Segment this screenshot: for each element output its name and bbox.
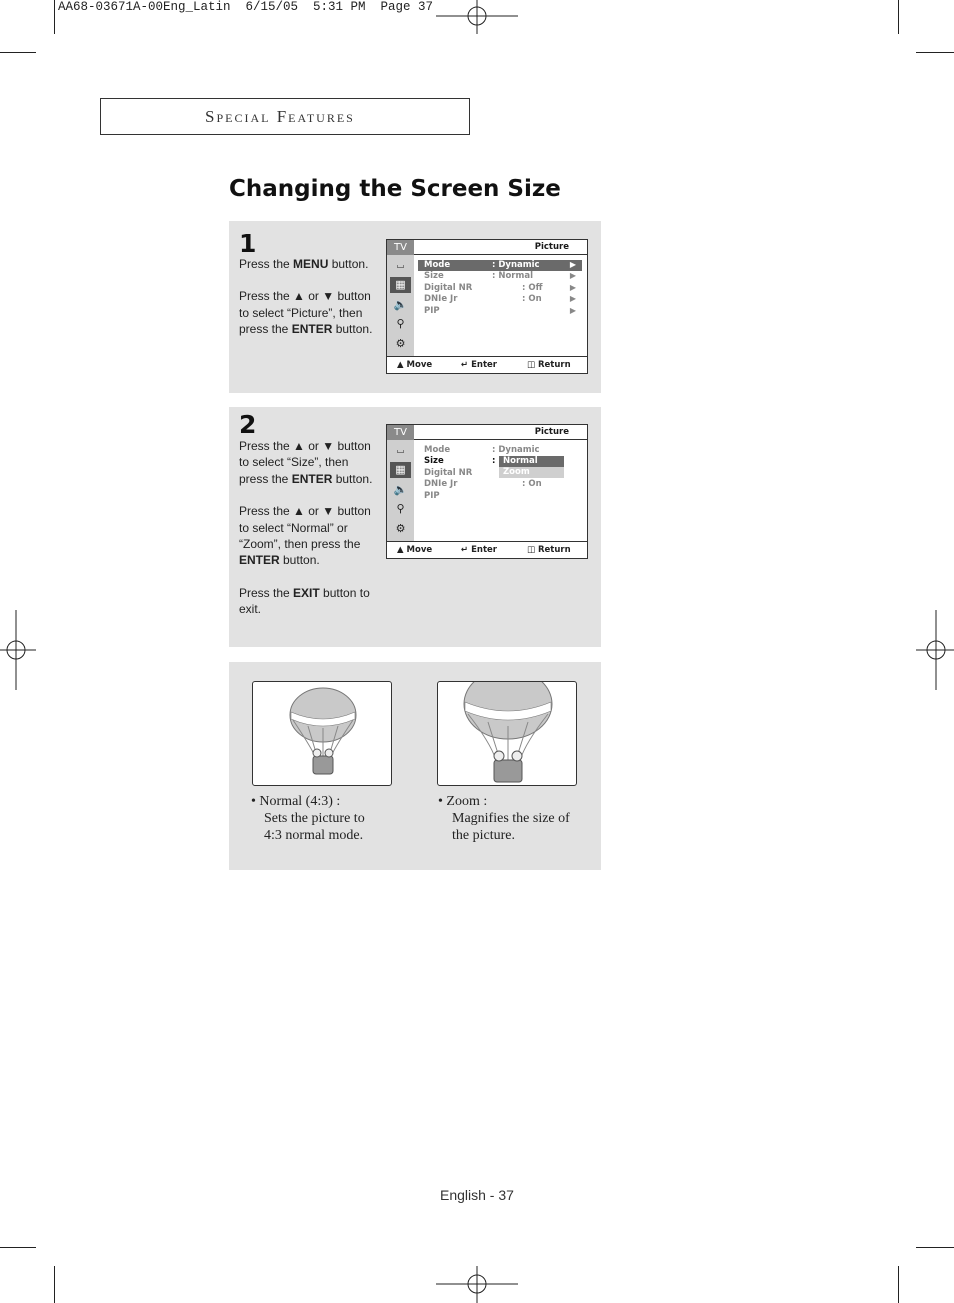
- osd-row-digital-nr[interactable]: Digital NR : Off ▶: [424, 283, 576, 293]
- crop-mark: [0, 52, 36, 53]
- step1-panel: [229, 221, 601, 393]
- osd-row-dnie[interactable]: DNIe Jr : On: [424, 479, 542, 489]
- tv-label: TV: [387, 425, 414, 440]
- updown-icon: ▲︎: [397, 360, 404, 370]
- return-icon: ◫: [527, 545, 536, 555]
- osd-title: Picture: [534, 427, 569, 437]
- crop-mark: [916, 52, 954, 53]
- osd-row-pip[interactable]: PIP ▶: [424, 306, 576, 316]
- osd-row-size[interactable]: Size :: [424, 456, 496, 466]
- chevron-right-icon: ▶: [569, 271, 576, 280]
- tv-label: TV: [387, 240, 414, 255]
- input-icon[interactable]: ⏘: [396, 259, 405, 272]
- move-hint: ▲︎ Move: [397, 545, 433, 555]
- crop-mark: [916, 1247, 954, 1248]
- osd-title: Picture: [534, 242, 569, 252]
- registration-mark-left: [0, 610, 36, 690]
- chevron-right-icon: ▶: [569, 283, 576, 292]
- normal-caption: • Normal (4:3) : Sets the picture to 4:3 normal mode.: [251, 794, 365, 843]
- osd-row-pip[interactable]: PIP: [424, 491, 440, 501]
- step2-panel: [229, 407, 601, 647]
- step2-instructions: Press the ▲ or ▼ button to select “Size”, then press the ENTER button. Press the ▲ or ▼ button to select “Normal” or “Zoom”, then press the ENTER button. Press the EXIT button to exit.: [239, 439, 373, 617]
- balloon-zoom-illustration: [438, 682, 576, 785]
- crop-mark: [898, 0, 899, 34]
- picture-icon[interactable]: ▦: [390, 277, 411, 293]
- size-option-zoom[interactable]: Zoom: [499, 467, 564, 478]
- channel-icon[interactable]: ⚲: [396, 502, 405, 515]
- input-icon[interactable]: ⏘: [396, 444, 405, 457]
- sound-icon[interactable]: 🔈: [393, 483, 408, 496]
- sound-icon[interactable]: 🔈: [393, 298, 408, 311]
- registration-mark-right: [916, 610, 954, 690]
- chevron-right-icon: ▶: [569, 294, 576, 303]
- registration-mark-bottom: [436, 1266, 518, 1303]
- section-header: [100, 98, 470, 135]
- return-hint: ◫ Return: [527, 360, 571, 370]
- move-hint: ▲︎ Move: [397, 360, 433, 370]
- registration-mark-top: [436, 0, 518, 34]
- section-header-text: Special Features: [205, 107, 355, 126]
- osd-row-digital-nr[interactable]: Digital NR: [424, 468, 473, 478]
- print-slug: AA68-03671A-00Eng_Latin 6/15/05 5:31 PM Page 37: [58, 0, 434, 14]
- osd-footer: [387, 356, 587, 373]
- osd-footer: [387, 541, 587, 558]
- channel-icon[interactable]: ⚲: [396, 317, 405, 330]
- crop-mark: [54, 1266, 55, 1303]
- enter-hint: ↵ Enter: [461, 360, 497, 370]
- osd-row-dnie[interactable]: DNIe Jr : On ▶: [424, 294, 576, 304]
- zoom-picture-frame: [437, 681, 577, 786]
- enter-icon: ↵: [461, 545, 469, 555]
- return-hint: ◫ Return: [527, 545, 571, 555]
- enter-hint: ↵ Enter: [461, 545, 497, 555]
- chevron-right-icon: ▶: [569, 306, 576, 315]
- enter-icon: ↵: [461, 360, 469, 370]
- crop-mark: [898, 1266, 899, 1303]
- crop-mark: [0, 1247, 36, 1248]
- setup-icon[interactable]: ⚙: [395, 337, 406, 350]
- osd-menu-step2: [386, 424, 588, 559]
- zoom-caption: • Zoom : Magnifies the size of the picture.: [438, 794, 570, 843]
- step1-instructions: Press the MENU button. Press the ▲ or ▼ button to select “Picture”, then press the ENTER button.: [239, 257, 373, 337]
- step1-number: 1: [239, 229, 257, 258]
- examples-panel: [229, 662, 601, 870]
- picture-icon[interactable]: ▦: [390, 462, 411, 478]
- chevron-right-icon: ▶: [569, 260, 576, 269]
- size-option-normal[interactable]: Normal: [499, 456, 564, 467]
- osd-row-mode[interactable]: Mode : Dynamic: [424, 445, 540, 455]
- osd-row-mode[interactable]: Mode : Dynamic ▶: [418, 260, 582, 271]
- page-title: Changing the Screen Size: [229, 176, 561, 202]
- balloon-normal-illustration: [253, 682, 391, 785]
- setup-icon[interactable]: ⚙: [395, 522, 406, 535]
- page-number: English - 37: [440, 1187, 514, 1203]
- return-icon: ◫: [527, 360, 536, 370]
- crop-mark: [54, 0, 55, 34]
- normal-picture-frame: [252, 681, 392, 786]
- updown-icon: ▲︎: [397, 545, 404, 555]
- step2-number: 2: [239, 410, 257, 439]
- osd-menu-step1: [386, 239, 588, 374]
- osd-row-size[interactable]: Size : Normal ▶: [424, 271, 576, 281]
